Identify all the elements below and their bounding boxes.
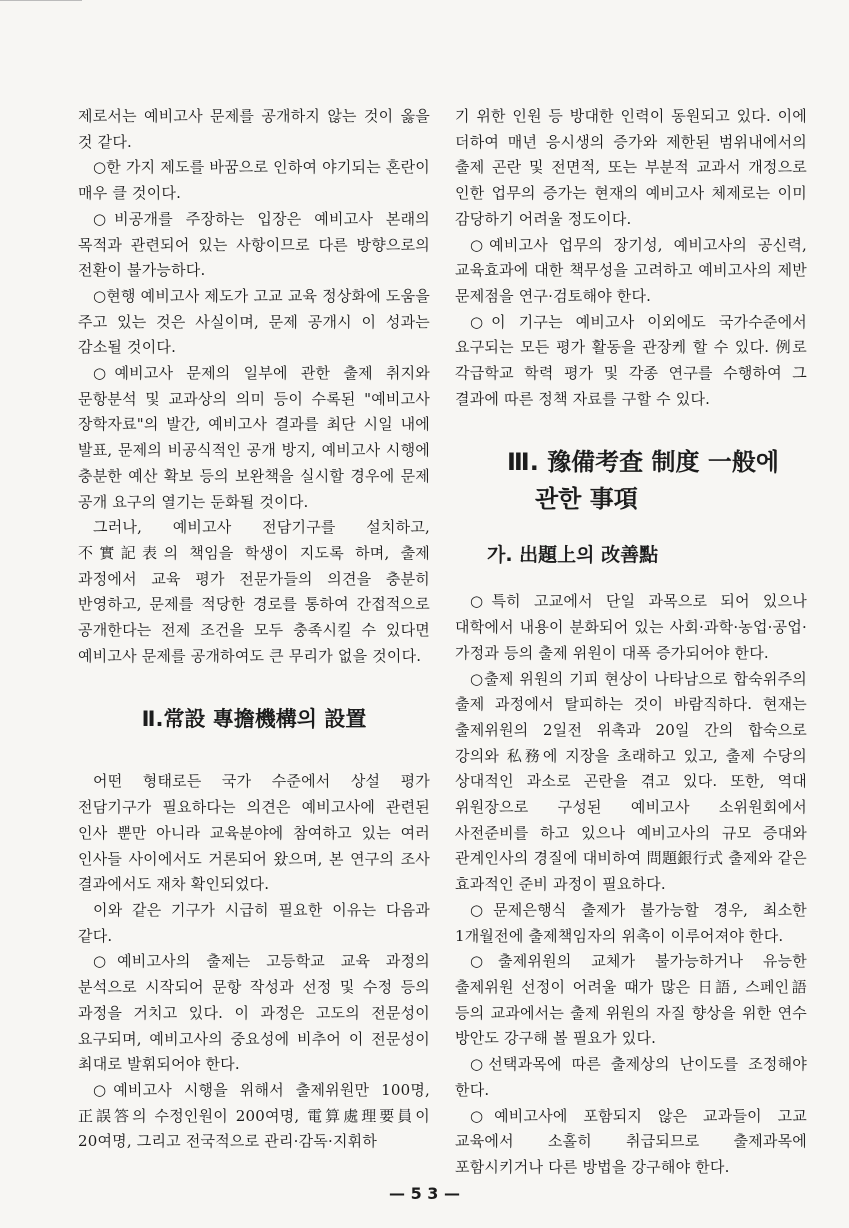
section-heading-3-line2: 관한 事項 xyxy=(535,485,638,514)
paragraph: ○문제은행식 출제가 불가능할 경우, 최소한 1개월전에 출제책임자의 위촉이 이루어져야 한다. xyxy=(455,900,807,945)
paragraph: ○예비고사 업무의 장기성, 예비고사의 공신력, 교육효과에 대한 책무성을 고려하고 예비고사의 제반 문제점을 연구·검토해야 한다. xyxy=(455,235,807,305)
paragraph: ○예비고사에 포함되지 않은 교과들이 고교 교육에서 소홀히 취급되므로 출제과목에 포함시키거나 다른 방법을 강구해야 한다. xyxy=(455,1106,807,1176)
subsection-heading: 가. 出題上의 改善點 xyxy=(487,544,659,567)
left-column xyxy=(78,104,430,1155)
paragraph: 기 위한 인원 등 방대한 인력이 동원되고 있다. 이에 더하여 매년 응시생의 증가와 제한된 범위내에서의 출제 곤란 및 전면적, 또는 부분적 교과서 개정으로 인한 업무의 증가는 현재의 예비고사 체제로는 이미 감당하기 어려울 정도이다. xyxy=(455,107,807,228)
paragraph: ○출제 위원의 기피 현상이 나타남으로 합숙위주의 출제 과정에서 탈피하는 것이 바람직하다. 현재는 출제위원의 2일전 위촉과 20일 간의 합숙으로 강의와 私務에 지장을 초래하고 있고, 출제 수당의 상대적인 과소로 곤란을 겪고 있다. 또한, 역대 위원장으로 구성된 예비고사 소위원회에서 사전준비를 하고 있으나 예비고사의 규모 증대와 관계인사의 경질에 대비하여 問題銀行式 출제와 같은 효과적인 준비 과정이 필요하다. xyxy=(455,669,807,894)
paragraph: 제로서는 예비고사 문제를 공개하지 않는 것이 옳을 것 같다. xyxy=(78,107,430,151)
page-number: — 5 3 — xyxy=(389,1184,460,1203)
paragraph: 그러나, 예비고사 전담기구를 설치하고, 不實記表의 책임을 학생이 지도록 하며, 출제 과정에서 교육 평가 전문가들의 의견을 충분히 반영하고, 문제를 적당한 경로를 통하여 간접적으로 공개한다는 전제 조건을 모두 충족시킬 수 있다면 예비고사 문제를 공개하여도 큰 무리가 없을 것이다. xyxy=(78,518,430,665)
paragraph: ○이 기구는 예비고사 이외에도 국가수준에서 요구되는 모든 평가 활동을 관장케 할 수 있다. 例로 각급학교 학력 평가 및 각종 연구를 수행하여 그 결과에 따른 정책 자료를 구할 수 있다. xyxy=(455,312,807,408)
section-heading-3 xyxy=(507,444,807,518)
paragraph: ○선택과목에 따른 출제상의 난이도를 조정해야 한다. xyxy=(455,1055,807,1099)
paragraph: ○예비고사 시행을 위해서 출제위원만 100명, 正誤答의 수정인원이 200여명, 電算處理要員이 20여명, 그리고 전국적으로 관리·감독·지휘하 xyxy=(78,1080,430,1151)
paragraph: 어떤 형태로든 국가 수준에서 상설 평가 전담기구가 필요하다는 의견은 예비고사에 관련된 인사 뿐만 아니라 교육분야에 참여하고 있는 여러 인사들 사이에서도 거론되어 왔으며, 본 연구의 조사 결과에서도 재차 확인되었다. xyxy=(78,772,430,894)
paragraph: ○예비고사 문제의 일부에 관한 출제 취지와 문항분석 및 교과상의 의미 등이 수록된 "예비고사 장학자료"의 발간, 예비고사 결과를 최단 시일 내에 발표, 문제의 비공식적인 공개 방지, 예비고사 시행에 충분한 예산 확보 등의 보완책을 실시할 경우에 문제 공개 요구의 열기는 둔화될 것이다. xyxy=(78,364,430,511)
section-heading-3-line1: Ⅲ. 豫備考査 制度 一般에 xyxy=(507,448,780,477)
paragraph: 이와 같은 기구가 시급히 필요한 이유는 다음과 같다. xyxy=(78,900,430,945)
paragraph: ○출제위원의 교체가 불가능하거나 유능한 출제위원 선정이 어려울 때가 많은 日語, 스페인語 등의 교과에서는 출제 위원의 자질 향상을 위한 연수 방안도 강구해 볼 필요가 있다. xyxy=(455,952,807,1048)
paragraph: ○예비고사의 출제는 고등학교 교육 과정의 분석으로 시작되어 문항 작성과 선정 및 수정 등의 과정을 거치고 있다. 이 과정은 고도의 전문성이 요구되며, 예비고사의 중요성에 비추어 이 전문성이 최대로 발휘되어야 한다. xyxy=(78,952,430,1074)
paragraph: ○비공개를 주장하는 입장은 예비고사 본래의 목적과 관련되어 있는 사항이므로 다른 방향으로의 전환이 불가능하다. xyxy=(78,209,430,280)
paragraph: ○특히 고교에서 단일 과목으로 되어 있으나 대학에서 내용이 분화되어 있는 사회·과학·농업·공업·가정과 등의 출제 위원이 대폭 증가되어야 한다. xyxy=(455,592,807,662)
paragraph: ○현행 예비고사 제도가 고교 교육 정상화에 도움을 주고 있는 것은 사실이며, 문제 공개시 이 성과는 감소될 것이다. xyxy=(78,286,430,357)
paragraph: ○한 가지 제도를 바꿈으로 인하여 야기되는 혼란이 매우 클 것이다. xyxy=(78,158,430,203)
scan-edge-line xyxy=(0,0,82,1)
right-column xyxy=(455,104,807,1181)
section-heading-2: Ⅱ.常設 專擔機構의 設置 xyxy=(141,707,367,732)
